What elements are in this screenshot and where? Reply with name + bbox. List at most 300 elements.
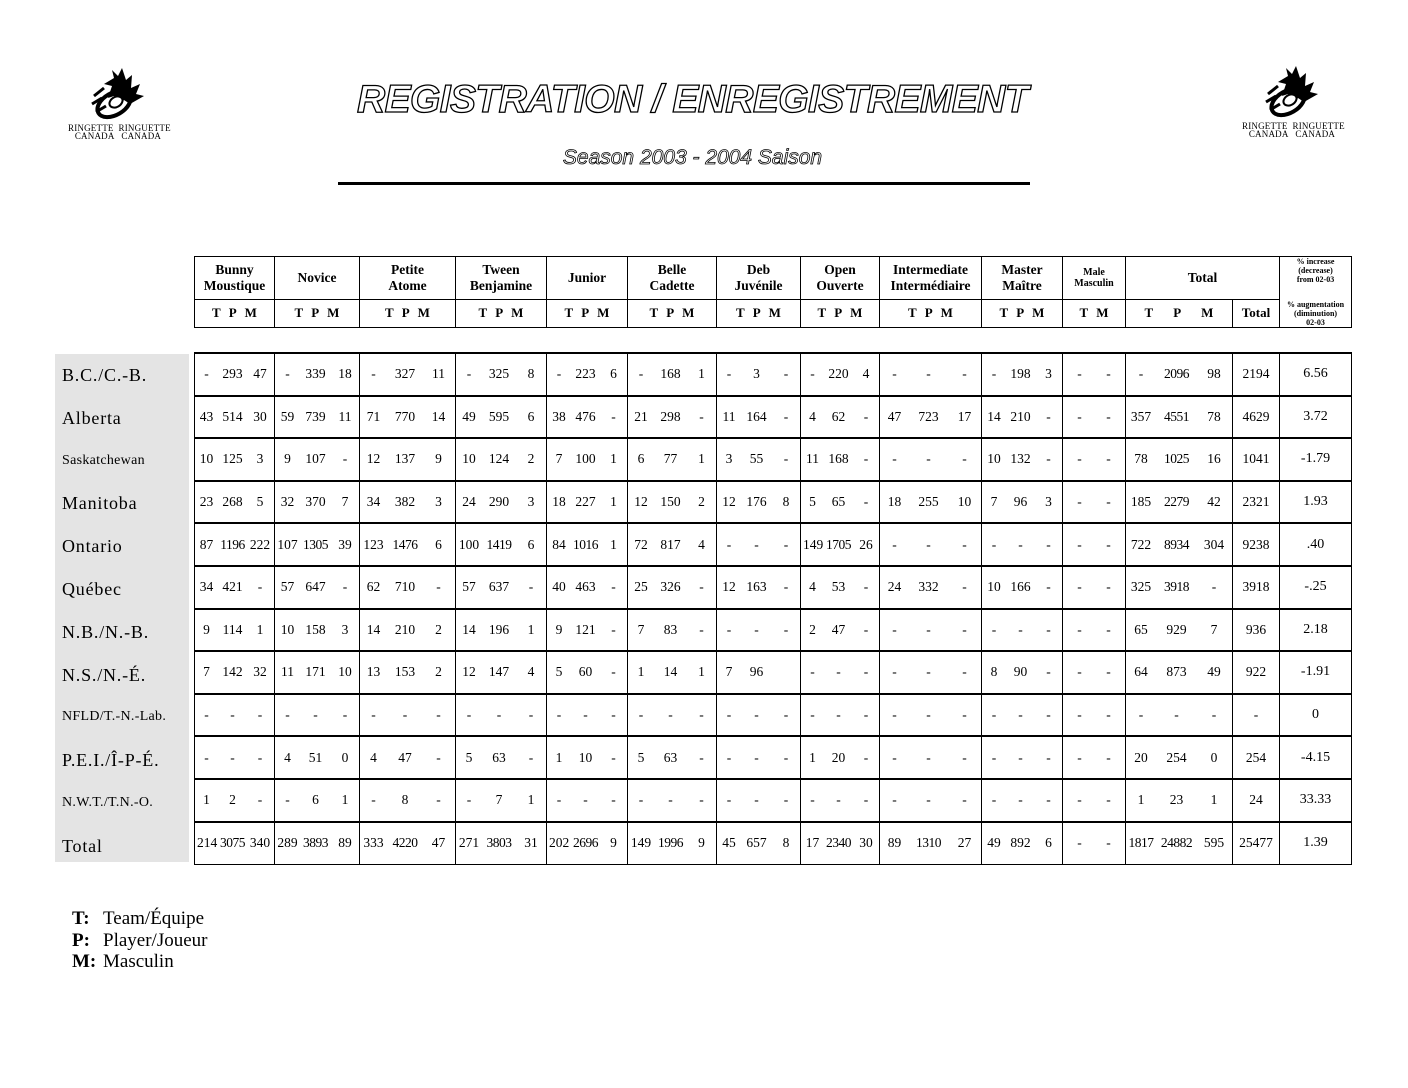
cell-value: 26 — [859, 536, 873, 552]
group-cell — [1063, 736, 1126, 779]
group-cell — [717, 481, 801, 524]
cell-value: - — [466, 366, 472, 382]
pct-header-en — [1280, 257, 1352, 300]
group-cell — [628, 694, 717, 737]
group-cell — [1063, 353, 1126, 396]
province-label: B.C./C.-B. — [62, 365, 148, 385]
cell-value: - — [863, 494, 869, 510]
group-cell — [982, 694, 1063, 737]
group-cell — [1063, 481, 1126, 524]
subheader-letter: T — [478, 305, 488, 321]
cell-value: 5 — [809, 494, 816, 510]
group-cell — [628, 566, 717, 609]
cell-value: 5 — [637, 749, 645, 765]
cell-value: - — [783, 579, 789, 595]
group-header — [456, 257, 547, 300]
group-cell — [1063, 523, 1126, 566]
cell-value: - — [863, 408, 869, 424]
row-total — [1233, 566, 1280, 609]
group-name-line1: Master — [1001, 262, 1043, 277]
cell-value: 325 — [1130, 579, 1152, 595]
cell-value: 327 — [394, 366, 416, 382]
cell-value: 47 — [887, 408, 902, 424]
table-row — [195, 736, 1352, 779]
cell-value: - — [991, 621, 997, 637]
cell-value: 90 — [1013, 664, 1028, 680]
group-cell — [1126, 566, 1233, 609]
cell-value: 168 — [828, 451, 849, 467]
group-cell — [880, 609, 982, 652]
group-cell — [982, 353, 1063, 396]
group-cell — [801, 353, 880, 396]
cell-value: 293 — [222, 366, 243, 382]
cell-value: 62 — [831, 408, 846, 424]
group-cell — [360, 396, 456, 439]
cell-value: 24882 — [1160, 835, 1193, 851]
cell-value: - — [638, 366, 644, 382]
cell-value: - — [230, 707, 235, 723]
cell-value: 47 — [398, 749, 412, 765]
cell-value: 476 — [575, 408, 596, 424]
group-subheader — [275, 300, 360, 328]
cell-value: - — [1046, 621, 1051, 637]
group-cell — [275, 566, 360, 609]
cell-value: - — [863, 579, 869, 595]
cell-value: - — [863, 451, 869, 467]
cell-value: 1 — [527, 621, 535, 637]
cell-value: - — [583, 792, 588, 808]
cell-value: 1 — [1210, 792, 1218, 808]
cell-value: 100 — [575, 451, 596, 467]
cell-value: - — [863, 621, 869, 637]
cell-value: - — [699, 749, 704, 765]
cell-value: 1 — [610, 494, 617, 510]
cell-value: 1 — [610, 536, 617, 552]
province-label: N.B./N.-B. — [62, 621, 150, 642]
row-total-value: 4629 — [1242, 408, 1270, 424]
logo-caption: RINGETTE RINGUETTE CANADA CANADA — [68, 123, 171, 141]
cell-value: 6 — [637, 451, 645, 467]
cell-value: 1 — [203, 792, 210, 808]
group-cell — [880, 822, 982, 865]
cell-value: - — [285, 707, 290, 723]
cell-value: - — [1077, 366, 1082, 382]
ringette-canada-logo-left — [68, 66, 171, 146]
group-cell — [1063, 566, 1126, 609]
cell-value: 4551 — [1164, 408, 1189, 424]
group-cell — [360, 438, 456, 481]
group-cell — [1063, 609, 1126, 652]
cell-value: 7 — [495, 792, 503, 808]
cell-value: 1310 — [916, 835, 941, 851]
group-cell — [360, 609, 456, 652]
group-cell — [1063, 779, 1126, 822]
group-cell — [547, 651, 628, 694]
group-cell — [195, 438, 275, 481]
group-name-line1: Tween — [482, 262, 520, 277]
cell-value: - — [810, 792, 815, 808]
cell-value: - — [926, 792, 931, 808]
group-cell — [547, 609, 628, 652]
cell-value: 1476 — [392, 536, 418, 552]
cell-value: - — [754, 621, 759, 637]
cell-value: 10 — [338, 664, 352, 680]
group-cell — [275, 694, 360, 737]
cell-value: - — [230, 749, 235, 765]
cell-value: 142 — [222, 664, 243, 680]
cell-value: - — [436, 749, 441, 765]
cell-value: 1 — [698, 664, 705, 680]
cell-value: 0 — [341, 749, 349, 765]
group-cell — [628, 609, 717, 652]
group-cell — [1126, 396, 1233, 439]
group-cell — [801, 736, 880, 779]
row-pct-change — [1280, 736, 1352, 779]
cell-value: - — [436, 579, 441, 595]
row-total-value: 1041 — [1242, 451, 1270, 467]
group-header — [801, 257, 880, 300]
row-total — [1233, 396, 1280, 439]
group-cell — [456, 566, 547, 609]
group-cell — [880, 438, 982, 481]
group-subheader — [628, 300, 717, 328]
cell-value: 220 — [828, 366, 849, 382]
cell-value: - — [1077, 621, 1082, 637]
row-total — [1233, 481, 1280, 524]
cell-value: 21 — [634, 408, 648, 424]
province-label: Total — [62, 835, 103, 856]
row-pct-value: .40 — [1306, 536, 1325, 552]
subheader-letter: T — [564, 305, 574, 321]
cell-value: - — [1046, 707, 1051, 723]
cell-value: - — [1106, 664, 1111, 680]
logo-caption: RINGETTE RINGUETTE CANADA CANADA — [1242, 121, 1345, 139]
group-cell — [717, 651, 801, 694]
group-cell — [1063, 438, 1126, 481]
group-cell — [1126, 609, 1233, 652]
cell-value: 96 — [749, 664, 764, 680]
cell-value: 8 — [990, 664, 998, 680]
pct-header-fr — [1280, 300, 1352, 328]
cell-value: - — [1138, 707, 1144, 723]
cell-value: 13 — [366, 664, 381, 680]
group-cell — [195, 779, 275, 822]
group-header — [880, 257, 982, 300]
subheader-letter: P — [752, 305, 761, 321]
group-cell — [456, 779, 547, 822]
group-cell — [547, 523, 628, 566]
row-pct-change — [1280, 396, 1352, 439]
group-cell — [456, 609, 547, 652]
cell-value: 65 — [1134, 621, 1148, 637]
group-cell — [717, 694, 801, 737]
cell-value: - — [892, 707, 897, 723]
cell-value: - — [699, 707, 704, 723]
legend-text: Masculin — [103, 951, 174, 972]
subheader-letter: P — [581, 305, 590, 321]
legend-text: Team/Équipe — [103, 908, 205, 929]
group-name-line2: Benjamine — [469, 278, 533, 293]
cell-value: - — [371, 792, 376, 808]
cell-value: - — [699, 579, 704, 595]
total-column-header — [1233, 300, 1280, 328]
cell-value: 1025 — [1164, 451, 1189, 467]
cell-value: 710 — [394, 579, 416, 595]
province-label: N.S./N.-É. — [62, 664, 146, 685]
row-total — [1233, 438, 1280, 481]
cell-value: 1305 — [303, 536, 328, 552]
subheader-letter: M — [768, 305, 781, 321]
subheader-letter: T — [294, 305, 304, 321]
cell-value: 304 — [1203, 536, 1225, 552]
cell-value: - — [810, 664, 815, 680]
cell-value: 1 — [1137, 792, 1145, 808]
cell-value: - — [1046, 408, 1051, 424]
cell-value: 8 — [401, 792, 409, 808]
cell-value: - — [1106, 408, 1111, 424]
group-cell — [275, 396, 360, 439]
group-name-line1: Intermediate — [893, 262, 968, 277]
group-subheader — [547, 300, 628, 328]
cell-value: 5 — [555, 664, 563, 680]
row-total-value: - — [1253, 707, 1259, 723]
group-cell — [880, 353, 982, 396]
group-subheader — [456, 300, 547, 328]
cell-value: 3075 — [220, 835, 245, 851]
cell-value: - — [528, 707, 534, 723]
cell-value: 357 — [1130, 408, 1152, 424]
group-cell — [456, 523, 547, 566]
cell-value: 150 — [660, 494, 681, 510]
cell-value: 210 — [1010, 408, 1031, 424]
cell-value: 3 — [435, 494, 442, 510]
cell-value: - — [962, 366, 967, 382]
group-cell — [360, 481, 456, 524]
cell-value: 657 — [746, 835, 767, 851]
cell-value: - — [892, 749, 897, 765]
cell-value: 34 — [366, 494, 381, 510]
cell-value: - — [892, 451, 897, 467]
cell-value: - — [783, 366, 789, 382]
cell-value: 817 — [660, 536, 681, 552]
group-cell — [360, 779, 456, 822]
cell-value: 370 — [305, 494, 326, 510]
total-group-header — [1126, 257, 1280, 300]
subheader-letter: T — [212, 305, 221, 321]
cell-value: 163 — [746, 579, 767, 595]
cell-value: 723 — [918, 408, 939, 424]
group-name-line1: Bunny — [215, 262, 254, 277]
group-cell — [880, 694, 982, 737]
group-cell — [1126, 438, 1233, 481]
cell-value: - — [1077, 451, 1082, 467]
cell-value: 1 — [698, 451, 705, 467]
cell-value: - — [611, 664, 616, 680]
cell-value: 739 — [305, 408, 326, 424]
cell-value: 153 — [394, 664, 416, 680]
cell-value: 10 — [987, 579, 1001, 595]
group-cell — [628, 736, 717, 779]
cell-value: 2 — [435, 621, 442, 637]
cell-value: 10 — [987, 451, 1001, 467]
cell-value: - — [1046, 536, 1051, 552]
cell-value: - — [496, 707, 502, 723]
group-cell — [801, 523, 880, 566]
group-cell — [628, 822, 717, 865]
cell-value: 125 — [222, 451, 243, 467]
cell-value: 4 — [370, 749, 377, 765]
table-row — [195, 651, 1352, 694]
cell-value: 1419 — [486, 536, 512, 552]
group-cell — [717, 438, 801, 481]
group-cell — [360, 694, 456, 737]
group-subheader — [982, 300, 1063, 328]
group-cell — [195, 651, 275, 694]
cell-value: - — [962, 707, 967, 723]
cell-value: - — [836, 707, 841, 723]
cell-value: 18 — [887, 494, 902, 510]
cell-value: 332 — [918, 579, 939, 595]
cell-value: - — [991, 749, 997, 765]
cell-value: - — [611, 579, 616, 595]
cell-value: 166 — [1010, 579, 1031, 595]
cell-value: 5 — [256, 494, 264, 510]
legend-key: T: — [72, 908, 90, 929]
group-name-line1: Petite — [391, 262, 424, 277]
cell-value: - — [1018, 792, 1023, 808]
group-cell — [195, 609, 275, 652]
cell-value: 9 — [698, 835, 705, 851]
pct-header-en-text: % increase (decrease) from 02-03 — [1296, 257, 1335, 284]
cell-value: 202 — [549, 835, 570, 851]
cell-value: - — [1106, 366, 1111, 382]
cell-value: - — [204, 366, 209, 382]
group-cell — [360, 736, 456, 779]
cell-value: - — [926, 749, 931, 765]
group-cell — [982, 481, 1063, 524]
cell-value: 2 — [229, 792, 236, 808]
row-pct-value: 3.72 — [1303, 408, 1328, 424]
cell-value: 4 — [698, 536, 705, 552]
group-header — [982, 257, 1063, 300]
cell-value: 49 — [1207, 664, 1221, 680]
cell-value: - — [342, 579, 348, 595]
cell-value: 929 — [1166, 621, 1187, 637]
group-cell — [717, 396, 801, 439]
cell-value: 1196 — [220, 536, 245, 552]
cell-value: - — [1138, 366, 1144, 382]
row-total-value: 2194 — [1242, 366, 1270, 382]
maple-leaf-ring-icon — [1262, 64, 1322, 122]
row-pct-value: 0 — [1312, 707, 1319, 723]
cell-value: 1 — [637, 664, 645, 680]
cell-value: 8 — [782, 835, 790, 851]
cell-value: - — [863, 664, 869, 680]
cell-value: - — [611, 621, 616, 637]
cell-value: 214 — [197, 835, 218, 851]
province-label: P.E.I./Î-P-É. — [62, 750, 160, 771]
cell-value: 9 — [203, 621, 210, 637]
cell-value: 9 — [284, 451, 291, 467]
cell-value: 49 — [987, 835, 1001, 851]
cell-value: 34 — [199, 579, 214, 595]
cell-value: 5 — [465, 749, 473, 765]
group-cell — [1126, 822, 1233, 865]
cell-value: 2 — [527, 451, 535, 467]
cell-value: 149 — [630, 835, 652, 851]
subheader-letter: P — [1016, 305, 1025, 321]
cell-value: - — [611, 408, 616, 424]
cell-value: 637 — [488, 579, 510, 595]
group-cell — [801, 779, 880, 822]
cell-value: 65 — [831, 494, 846, 510]
cell-value: 72 — [634, 536, 648, 552]
cell-value: 53 — [831, 579, 846, 595]
page-subtitle: Season 2003 - 2004 Saison — [562, 146, 823, 169]
group-cell — [547, 736, 628, 779]
cell-value: 78 — [1207, 408, 1221, 424]
group-cell — [456, 396, 547, 439]
cell-value: - — [1106, 579, 1111, 595]
cell-value: 7 — [341, 494, 349, 510]
cell-value: - — [892, 536, 897, 552]
row-total — [1233, 779, 1280, 822]
cell-value: - — [1046, 579, 1051, 595]
group-cell — [982, 438, 1063, 481]
cell-value: 32 — [253, 664, 267, 680]
group-cell — [880, 523, 982, 566]
row-total — [1233, 651, 1280, 694]
cell-value: - — [726, 749, 732, 765]
total-column-label: Total — [1241, 305, 1271, 321]
cell-value: 196 — [488, 621, 510, 637]
group-cell — [360, 822, 456, 865]
total-group-label: Total — [1187, 270, 1218, 285]
group-name-line1: Deb — [746, 262, 771, 277]
cell-value: - — [371, 366, 376, 382]
group-subheader — [717, 300, 801, 328]
cell-value: 39 — [338, 536, 352, 552]
cell-value: 176 — [746, 494, 767, 510]
cell-value: 1016 — [573, 536, 598, 552]
group-cell — [801, 609, 880, 652]
cell-value: 3803 — [486, 835, 512, 851]
group-name-line2: Cadette — [649, 278, 695, 293]
subheader-letter: T — [736, 305, 745, 321]
cell-value: 271 — [458, 835, 480, 851]
cell-value: - — [1211, 707, 1217, 723]
cell-value: 339 — [305, 366, 326, 382]
subheader-letter: M — [682, 305, 695, 321]
row-total — [1233, 822, 1280, 865]
row-pct-value: -.25 — [1304, 579, 1327, 595]
cell-value: 8934 — [1164, 536, 1189, 552]
cell-value: 223 — [575, 366, 596, 382]
cell-value: 11 — [432, 366, 445, 382]
cell-value: 64 — [1134, 664, 1148, 680]
cell-value: 30 — [859, 835, 873, 851]
maple-leaf-ring-icon — [88, 66, 148, 124]
cell-value: 107 — [277, 536, 298, 552]
group-header — [717, 257, 801, 300]
cell-value: 7 — [637, 621, 645, 637]
row-total-value: 936 — [1245, 621, 1267, 637]
row-total — [1233, 694, 1280, 737]
cell-value: 60 — [578, 664, 593, 680]
group-subheader — [360, 300, 456, 328]
group-cell — [275, 609, 360, 652]
cell-value: 24 — [462, 494, 476, 510]
